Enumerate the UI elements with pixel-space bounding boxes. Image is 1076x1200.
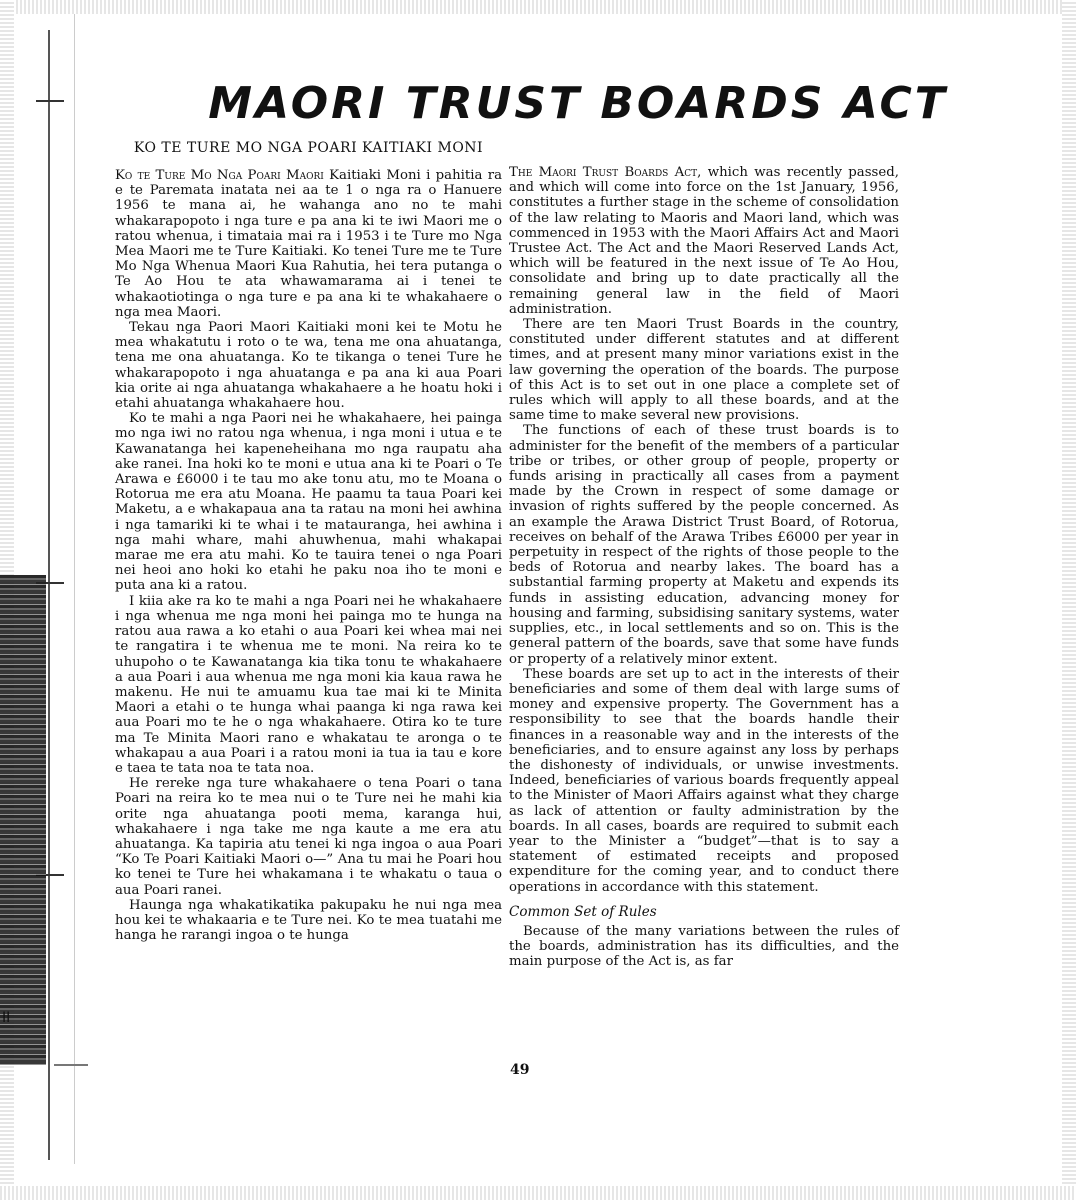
right-para-3: The functions of each of these trust boards is to administer for the benefit of the members of a particular tribe or tribes, or other group of people, property or funds arising in practically all cases from a payment made by the Crown in respect of some damage or invasion of rights suffered by the people concerned. As an example the Arawa District Trust Board, of Rotorua, receives on behalf of the Arawa Tribes £6000 per year in perpetuity in respect of the rights of those people to the beds of Rotorua and nearby lakes. The board has a substantial farming property at Maketu and expends its funds in assisting education, advancing money for housing and farming, subsidising sanitary systems, water supplies, etc., in local settlements and so on. This is the general pattern of the boards, save that some have funds or property of a relatively minor extent. bbox=[509, 423, 899, 667]
scan-border-bottom bbox=[0, 1186, 1076, 1200]
right-para-5: Because of the many variations between the rules of the boards, administration has its difficulties, and the main purpose of the Act is, as far bbox=[509, 923, 899, 970]
left-para-1 bbox=[115, 168, 502, 320]
left-para-4: I kiia ake ra ko te mahi a nga Poari nei he whakahaere i nga whenua me nga moni hei painga mo te hunga na ratou aua rawa a ko etahi o aua Poari kei whea mai nei te rangatira i te whenua me te moni. Na reira ko te uhupoho o te Kawanatanga kia tika tonu te whakahaere a aua Poari i aua whenua me nga moni kia kaua rawa he makenu. He nui te amuamu kua tae mai ki te Minita Maori a etahi o te hunga whai paanga ki nga rawa kei aua Poari mo te he o nga whakahaere. Otira ko te ture ma Te Minita Maori rano e whakatau te aronga o te whakapau a aua Poari i a ratou moni ia tua ia tau e kore e taea te tata noa te tata noa. bbox=[115, 593, 502, 776]
left-para-1-text: Kaitiaki Moni i pahitia ra e te Paremata inatata nei aa te 1 o nga ra o Hanuere 1956 te mana ai, he wahanga ano no te mahi whakarapopoto i nga ture e pa ana ki te iwi Maori me o ratou whenua, i timataia mai ra i 1953 i te Ture mo Nga Mea Maori me te Ture Kaitiaki. Ko tenei Ture me te Ture Mo Nga Whenua Maori Kua Rahutia, hei tera putanga o Te Ao Hou te ata whawamarama ai i tenei te whakaotiotinga o nga ture e pa ana ki te whakahaere o nga mea Maori. bbox=[115, 168, 502, 320]
left-para-6: Haunga nga whakatikatika pakupaku he nui nga mea hou kei te whakaaria e te Ture nei. Ko te mea tuatahi me hanga he rarangi ingoa o te hunga bbox=[115, 897, 502, 944]
scan-border-top bbox=[0, 0, 1076, 14]
left-para-3: Ko te mahi a nga Paori nei he whakahaere, hei painga mo nga iwi no ratou nga whenua, i nga moni i utua e te Kawanatanga hei kapeneheihana mo nga raupatu aha ake ranei. Ina hoki ko te moni e utua ana ki te Poari o Te Arawa e £6000 i te tau mo ake tonu atu, mo te Moana o Rotorua me era atu Moana. He paamu ta taua Poari kei Maketu, a e whakapaua ana ta ratau na moni hei awhina i nga tamariki ki te whai i te matauranga, hei awhina i nga mahi whare, mahi ahuwhenua, mahi whakapai marae me era atu mahi. Ko te tauira tenei o nga Poari nei heoi ano hoki ko etahi he paku noa iho te moni e puta ana ki a ratou. bbox=[115, 411, 502, 594]
right-para-lead: The Maori Trust Boards Act, bbox=[509, 165, 702, 180]
scan-border-right bbox=[1062, 0, 1076, 1200]
margin-mark: II bbox=[2, 1010, 11, 1026]
right-para-2: There are ten Maori Trust Boards in the country, constituted under different statutes and at different times, and at present many minor variations exist in the law governing the operation of the boards. The purpose of this Act is to set out in one place a complete set of rules which will apply to all these boards, and at the same time to make several new provisions. bbox=[509, 317, 899, 424]
page-title: MAORI TRUST BOARDS ACT bbox=[208, 78, 948, 129]
left-column bbox=[115, 140, 502, 943]
page-number: 49 bbox=[510, 1062, 530, 1078]
left-para-2: Tekau nga Paori Maori Kaitiaki moni kei te Motu he mea whakatutu i roto o te wa, tena me ona ahuatanga, tena me ona ahuatanga. Ko te tikanga o tenei Ture he whakarapopoto i nga ahuatanga e pa ana ki aua Poari kia orite ai nga ahuatanga whakahaere a he hoatu hoki i etahi ahuatanga whakahaere hou. bbox=[115, 320, 502, 412]
binding-strip bbox=[0, 575, 46, 1065]
section-heading: Common Set of Rules bbox=[509, 903, 657, 920]
right-para-4: These boards are set up to act in the interests of their beneficiaries and some of them deal with large sums of money and expensive property. The Government has a responsibility to see that the boards handle their finances in a reasonable way and in the interests of the beneficiaries, and to ensure against any loss by perhaps the dishonesty of individuals, or unwise investments. Indeed, beneficiaries of various boards frequently appeal to the Minister of Maori Affairs against what they charge as lack of attention or faulty administration by the boards. In all cases, boards are required to submit each year to the Minister a “budget”—that is to say a statement of estimated receipts and proposed expenditure for the coming year, and to conduct there operations in accordance with this statement. bbox=[509, 666, 899, 895]
left-para-lead: Ko te Ture Mo Nga Poari Maori bbox=[115, 168, 324, 183]
bottom-mark bbox=[54, 1064, 88, 1066]
right-para-1-text: which was recently passed, and which will come into force on the 1st January, 1956, constitutes a further stage in the scheme of consolidation of the law relating to Maoris and Maori land, which was commenced in 1953 with the Maori Affairs Act and Maori Trustee Act. The Act and the Maori Reserved Lands Act, which will be featured in the next issue of Te Ao Hou, consolidate and bring up to date practically all the remaining general law in the field of Maori administration. bbox=[509, 165, 899, 317]
binding-line bbox=[48, 30, 50, 1160]
right-column bbox=[509, 165, 899, 970]
left-column-subhead: KO TE TURE MO NGA POARI KAITIAKI MONI bbox=[133, 140, 484, 156]
left-para-5: He rereke nga ture whakahaere o tena Poari o tana Poari na reira ko te mea nui o te Ture nei he mahi kia orite nga ahuatanga pooti mema, karanga hui, whakahaere i nga take me nga kaute a me era atu ahuatanga. Ka tapiria atu tenei ki nga ingoa o aua Poari “Ko Te Poari Kaitiaki Maori o—” Ana tu mai he Poari hou ko tenei te Ture hei whakamana i te whakatu o taua o aua Poari ranei. bbox=[115, 776, 502, 898]
right-para-1 bbox=[509, 165, 899, 317]
page-edge bbox=[74, 14, 75, 1164]
